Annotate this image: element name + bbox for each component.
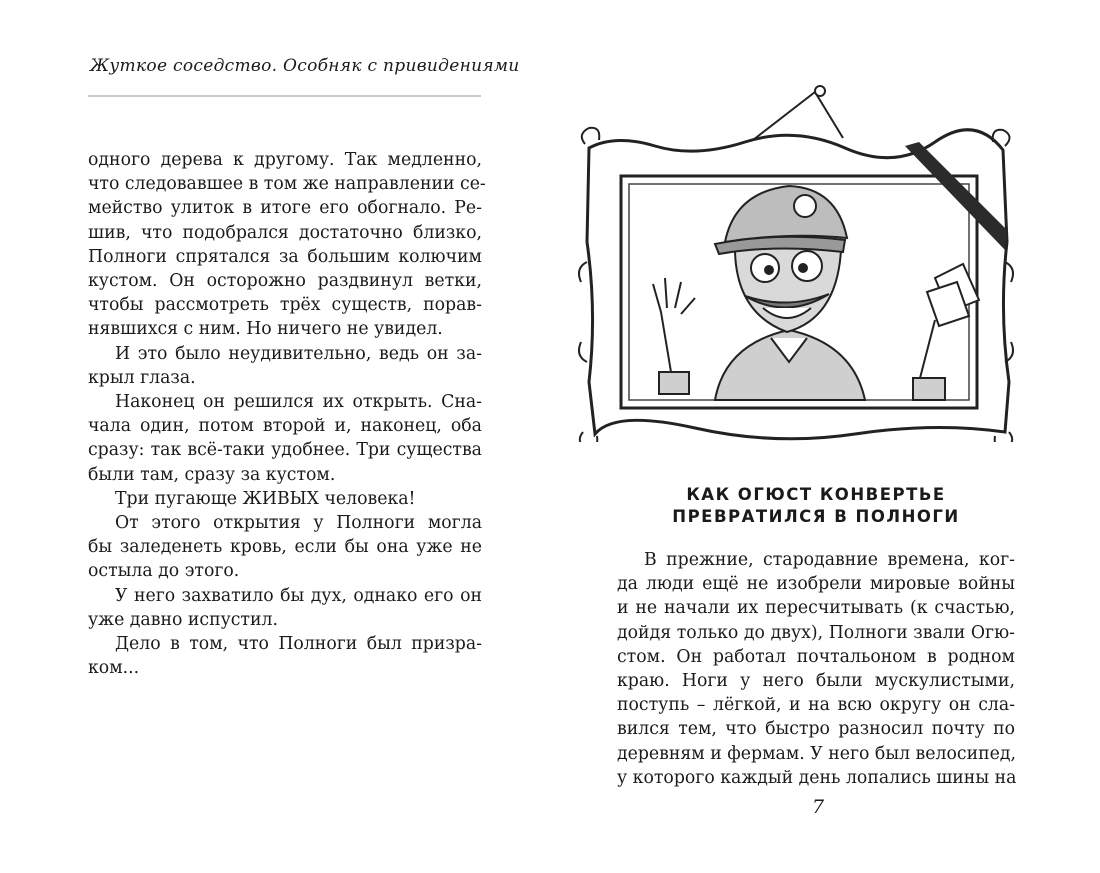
page-number: 7 — [812, 796, 825, 818]
text-line: кустом. Он осторожно раздвинул ветки, — [88, 271, 482, 292]
text-line: От этого открытия у Полноги могла — [115, 513, 482, 534]
text-line: поступь – лёгкой, и на всю округу он сла- — [617, 695, 1015, 716]
text-line: у которого каждый день лопались шины на — [617, 767, 1017, 788]
text-line: уже давно испустил. — [88, 609, 278, 630]
text-line: Дело в том, что Полноги был призра- — [115, 634, 482, 655]
text-line: вился тем, что быстро разносил почту по — [617, 719, 1015, 740]
left-page-text — [88, 148, 486, 680]
text-line: дойдя только до двух), Полноги звали Огю- — [617, 622, 1015, 643]
header-divider — [88, 95, 481, 97]
text-line: и не начали их пересчитывать (к счастью, — [617, 598, 1015, 619]
chapter-title-line: КАК ОГЮСТ КОНВЕРТЬЕ — [686, 485, 946, 504]
text-line: мейство улиток в итоге его обогнало. Ре- — [88, 198, 482, 219]
text-line: сразу: так всё-таки удобнее. Три существа — [88, 440, 482, 461]
text-line: ком... — [88, 658, 140, 679]
text-line: что следовавшее в том же направлении се- — [88, 174, 486, 195]
text-line: остыла до этого. — [88, 561, 240, 582]
nail-icon — [753, 86, 843, 140]
right-page-text — [617, 548, 1015, 790]
chapter-title — [617, 484, 1015, 528]
text-line: чтобы рассмотреть трёх существ, порав- — [88, 295, 482, 316]
running-header: Жуткое соседство. Особняк с привидениями — [90, 56, 520, 76]
text-line: деревням и фермам. У него был велосипед, — [617, 743, 1016, 764]
text-line: одного дерева к другому. Так медленно, — [88, 150, 482, 170]
chapter-title-line: ПРЕВРАТИЛСЯ В ПОЛНОГИ — [672, 507, 960, 526]
text-line: бы заледенеть кровь, если бы она уже не — [88, 537, 482, 558]
text-line: крыл глаза. — [88, 367, 196, 388]
text-line: нявшихся с ним. Но ничего не увидел. — [88, 319, 443, 340]
text-line: да люди ещё не изобрели мировые войны — [617, 574, 1015, 595]
text-line: В прежние, стародавние времена, ког- — [644, 550, 1015, 570]
text-line: шив, что подобрался достаточно близко, — [88, 222, 482, 243]
portrait-illustration — [575, 82, 1015, 442]
text-line: краю. Ноги у него были мускулистыми, — [617, 671, 1015, 692]
text-line: стом. Он работал почтальоном в родном — [617, 646, 1015, 667]
text-line: У него захватило бы дух, однако его он — [115, 585, 482, 606]
text-line: И это было неудивительно, ведь он за- — [115, 343, 482, 364]
text-line: Три пугающе ЖИВЫХ человека! — [115, 488, 416, 509]
text-line: чала один, потом второй и, наконец, оба — [88, 416, 482, 437]
text-line: были там, сразу за кустом. — [88, 464, 336, 485]
text-line: Наконец он решился их открыть. Сна- — [115, 392, 482, 413]
text-line: Полноги спрятался за большим колючим — [88, 246, 482, 267]
